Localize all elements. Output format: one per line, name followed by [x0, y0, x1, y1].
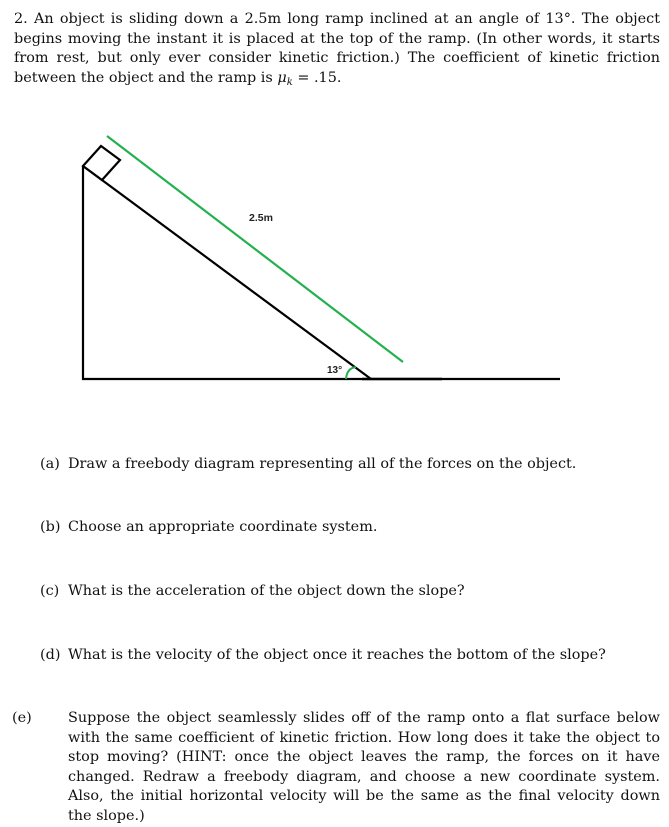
problem-statement: [14, 10, 660, 92]
mu-value: = .15.: [292, 69, 342, 86]
part-d: [40, 646, 660, 666]
ramp-incline: [83, 166, 371, 379]
problem-number: 2.: [14, 11, 28, 27]
part-e-label: (e): [12, 710, 32, 726]
part-c-label: (c): [40, 583, 60, 599]
mu-subscript: k: [286, 76, 293, 88]
part-b-label: (b): [40, 519, 61, 535]
sliding-object: [83, 146, 120, 180]
problem-text: An object is sliding down a 2.5m long ramp inclined at an angle of 13°. The object begins moving the instant it is placed at the top of the ramp. (In other words, it starts from rest, but only ever consider kinetic friction.) The coefficient of kinetic friction between the object and the ramp is: [14, 11, 660, 86]
ramp-diagram: [0, 128, 669, 390]
part-a-label: (a): [40, 456, 60, 472]
part-b-text: Choose an appropriate coordinate system.: [68, 519, 378, 535]
length-label: 2.5m: [249, 212, 273, 224]
angle-arc: [346, 367, 356, 379]
part-d-label: (d): [40, 647, 61, 663]
angle-label: 13°: [327, 365, 343, 376]
part-b: [40, 518, 660, 538]
mu-symbol: μ: [277, 69, 287, 86]
length-indicator-line: [107, 136, 403, 362]
part-c-text: What is the acceleration of the object down the slope?: [68, 583, 465, 599]
part-d-text: What is the velocity of the object once it reaches the bottom of the slope?: [68, 647, 606, 663]
part-c: [40, 582, 660, 602]
part-e-text: Suppose the object seamlessly slides off of the ramp onto a flat surface below with the same coefficient of kinetic friction. How long does it take the object to stop moving? (HINT: once the object leaves the ramp, the forces on it have changed. Redraw a freebody diagram, and choose a new coordinate system. Also, the initial horizontal velocity will be the same as the final velocity down the slope.): [68, 710, 660, 824]
part-a-text: Draw a freebody diagram representing all of the forces on the object.: [68, 456, 577, 472]
part-a: [40, 455, 660, 475]
